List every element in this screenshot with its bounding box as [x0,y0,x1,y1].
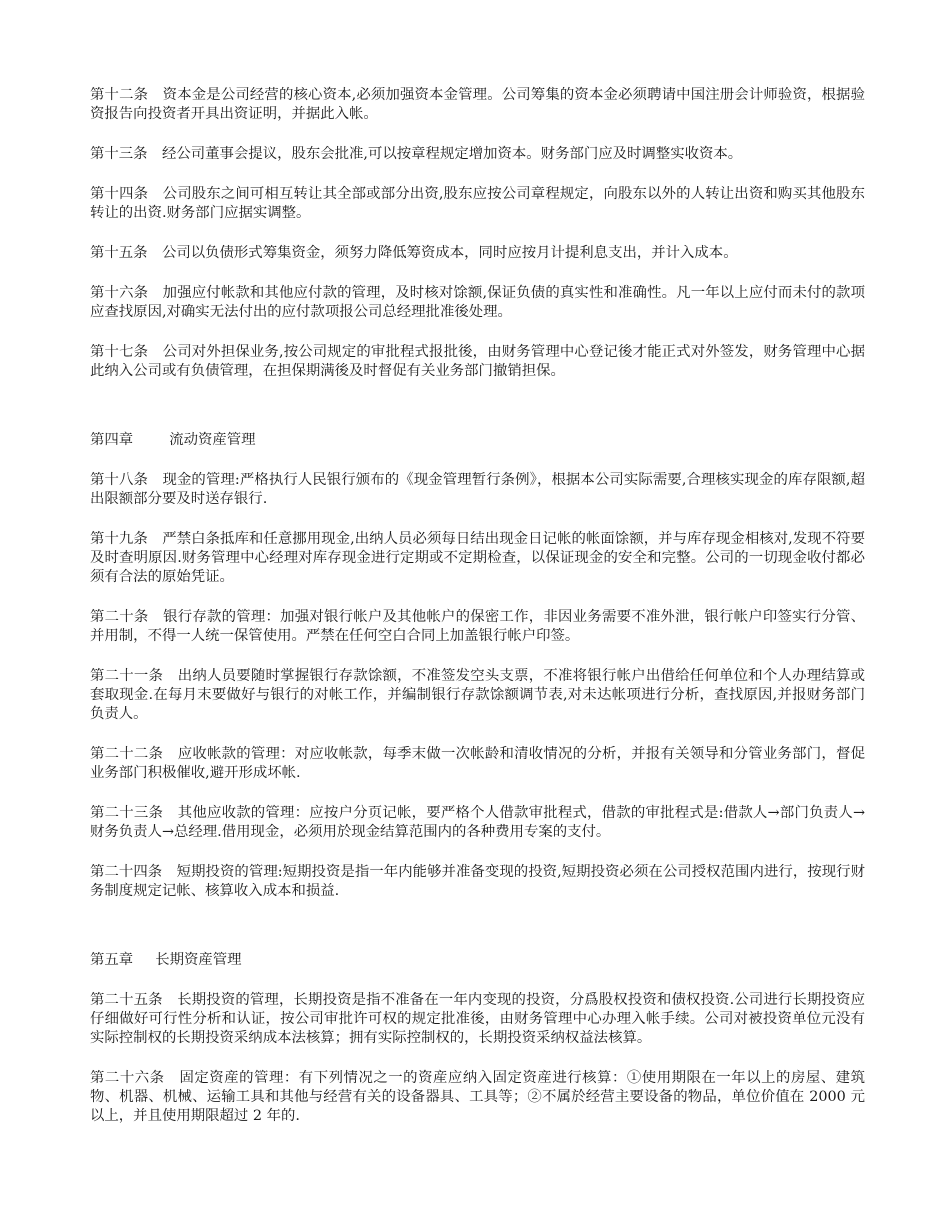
chapter-5-title: 长期资産管理 [155,952,242,968]
article-12: 第十二条 资本金是公司经营的核心资本,必须加强资本金管理。公司筹集的资本金必须聘请中国注册会计师验资，根据验资报告向投资者开具出资证明，并据此入帐。 [90,87,865,122]
article-20: 第二十条 银行存款的管理：加强对银行帐户及其他帐户的保密工作，非因业务需要不准外泄，银行帐户印签实行分管、并用制，不得一人统一保管使用。严禁在任何空白合同上加盖银行帐户印签。 [90,609,865,644]
chapter-4-title: 流动资産管理 [169,432,256,448]
article-14: 第十四条 公司股东之间可相互转让其全部或部分出资,股东应按公司章程规定，向股东以外的人转让出资和购买其他股东转让的出资.财务部门应据实调整。 [90,186,865,221]
article-16: 第十六条 加强应付帐款和其他应付款的管理，及时核对馀额,保证负债的真实性和准确性。凡一年以上应付而未付的款项应查找原因,对确实无法付出的应付款项报公司总经理批准後处理。 [90,285,865,320]
document-page [90,86,865,1147]
article-25: 第二十五条 长期投资的管理，长期投资是指不准备在一年内变现的投资，分爲股权投资和债权投资.公司进行长期投资应仔细做好可行性分析和认证，按公司审批许可权的规定批准後，由财务管理中心办理入帐手续。公司对被投资单位元没有实际控制权的长期投资采纳成本法核算；拥有实际控制权的，长期投资采纳权益法核算。 [90,992,865,1046]
article-23: 第二十三条 其他应收款的管理：应按户分页记帐，要严格个人借款审批程式，借款的审批程式是:借款人→部门负责人→财务负责人→总经理.借用现金，必须用於现金结算范围内的各种费用专案的支付。 [90,805,865,840]
article-19: 第十九条 严禁白条抵库和任意挪用现金,出纳人员必须每日结出现金日记帐的帐面馀额，并与库存现金相核对,发现不符要及时查明原因.财务管理中心经理对库存现金进行定期或不定期检查，以保证现金的安全和完整。公司的一切现金收付都必须有合法的原始凭证。 [90,531,865,585]
chapter-4-heading [90,431,865,450]
article-13: 第十三条 经公司董事会提议，股东会批准,可以按章程规定增加资本。财务部门应及时调整实收资本。 [90,146,743,162]
chapter-5-heading [90,951,865,970]
article-15: 第十五条 公司以负债形式筹集资金，须努力降低筹资成本，同时应按月计提利息支出，并计入成本。 [90,245,738,261]
chapter-5-number: 第五章 [90,952,134,968]
article-18: 第十八条 现金的管理:严格执行人民银行颁布的《现金管理暂行条例》，根据本公司实际需要,合理核实现金的库存限额,超出限额部分要及时送存银行. [90,472,865,507]
article-22: 第二十二条 应收帐款的管理：对应收帐款，每季末做一次帐龄和清收情况的分析，并报有关领导和分管业务部门，督促业务部门积极催收,避开形成坏帐. [90,746,865,781]
article-21: 第二十一条 出纳人员要随时掌握银行存款馀额，不准签发空头支票，不准将银行帐户出借给任何单位和个人办理结算或套取现金.在每月末要做好与银行的对帐工作，并编制银行存款馀额调节表,对未达帐项进行分析，查找原因,并报财务部门负责人。 [90,668,865,722]
article-24: 第二十四条 短期投资的管理:短期投资是指一年内能够并准备变现的投资,短期投资必须在公司授权范围内进行，按现行财务制度规定记帐、核算收入成本和损益. [90,864,865,899]
article-17: 第十七条 公司对外担保业务,按公司规定的审批程式报批後，由财务管理中心登记後才能正式对外签发，财务管理中心据此纳入公司或有负债管理，在担保期满後及时督促有关业务部门撤销担保。 [90,344,865,379]
article-26: 第二十六条 固定资産的管理：有下列情况之一的资産应纳入固定资産进行核算：①使用期限在一年以上的房屋、建筑物、机器、机械、运输工具和其他与经营有关的设备器具、工具等；②不属於经营主要设备的物品，单位价值在 2000 元以上，并且使用期限超过 2 年的. [90,1070,865,1124]
chapter-4-number: 第四章 [90,432,134,448]
